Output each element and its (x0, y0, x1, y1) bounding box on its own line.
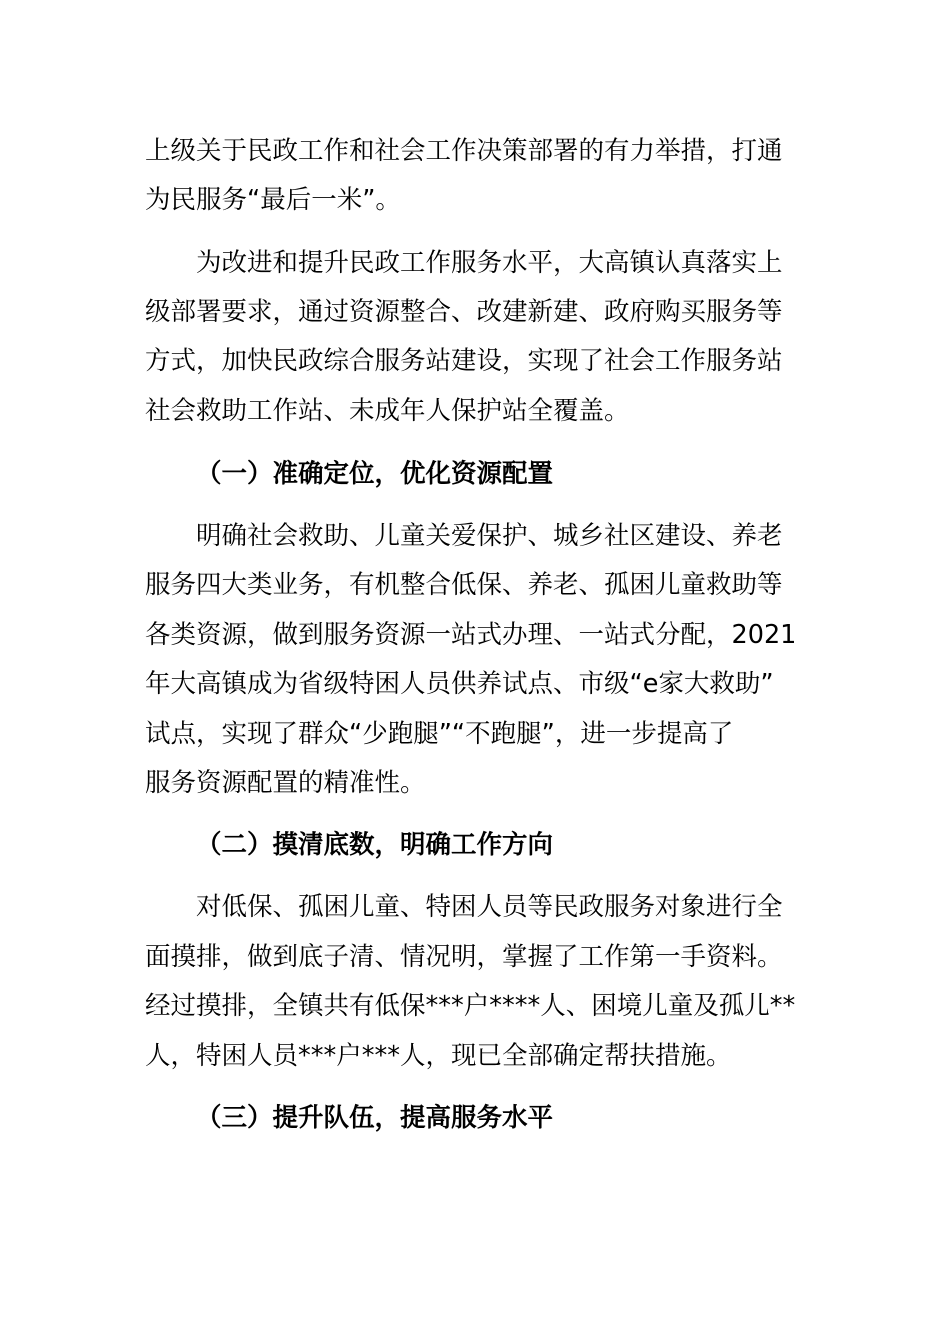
section-heading: （二）摸清底数，明确工作方向 (196, 830, 554, 860)
section-heading: （一）准确定位，优化资源配置 (196, 459, 554, 489)
paragraph-line: 明确社会救助、儿童关爱保护、城乡社区建设、养老 (196, 521, 783, 551)
paragraph-line: 各类资源，做到服务资源一站式办理、一站式分配，2021 (145, 620, 797, 650)
paragraph-line: 方式，加快民政综合服务站建设，实现了社会工作服务站 (145, 346, 783, 376)
paragraph-line: 经过摸排，全镇共有低保***户****人、困境儿童及孤儿** (145, 991, 796, 1021)
paragraph-line: 对低保、孤困儿童、特困人员等民政服务对象进行全 (196, 892, 783, 922)
paragraph-line: 社会救助工作站、未成年人保护站全覆盖。 (145, 396, 630, 426)
paragraph-line: 为民服务“最后一米”。 (145, 185, 401, 215)
paragraph-line: 面摸排，做到底子清、情况明，掌握了工作第一手资料。 (145, 942, 783, 972)
paragraph-line: 人，特困人员***户***人，现已全部确定帮扶措施。 (145, 1041, 732, 1071)
section-heading: （三）提升队伍，提高服务水平 (196, 1103, 554, 1133)
paragraph-line: 为改进和提升民政工作服务水平，大高镇认真落实上 (196, 248, 783, 278)
paragraph-line: 试点，实现了群众“少跑腿”“不跑腿”，进一步提高了 (145, 719, 734, 749)
paragraph-line: 上级关于民政工作和社会工作决策部署的有力举措，打通 (145, 136, 783, 166)
paragraph-line: 服务四大类业务，有机整合低保、养老、孤困儿童救助等 (145, 570, 783, 600)
paragraph-line: 级部署要求，通过资源整合、改建新建、政府购买服务等 (145, 297, 783, 327)
paragraph-line: 服务资源配置的精准性。 (145, 768, 426, 798)
paragraph-line: 年大高镇成为省级特困人员供养试点、市级“e家大救助” (145, 669, 774, 699)
